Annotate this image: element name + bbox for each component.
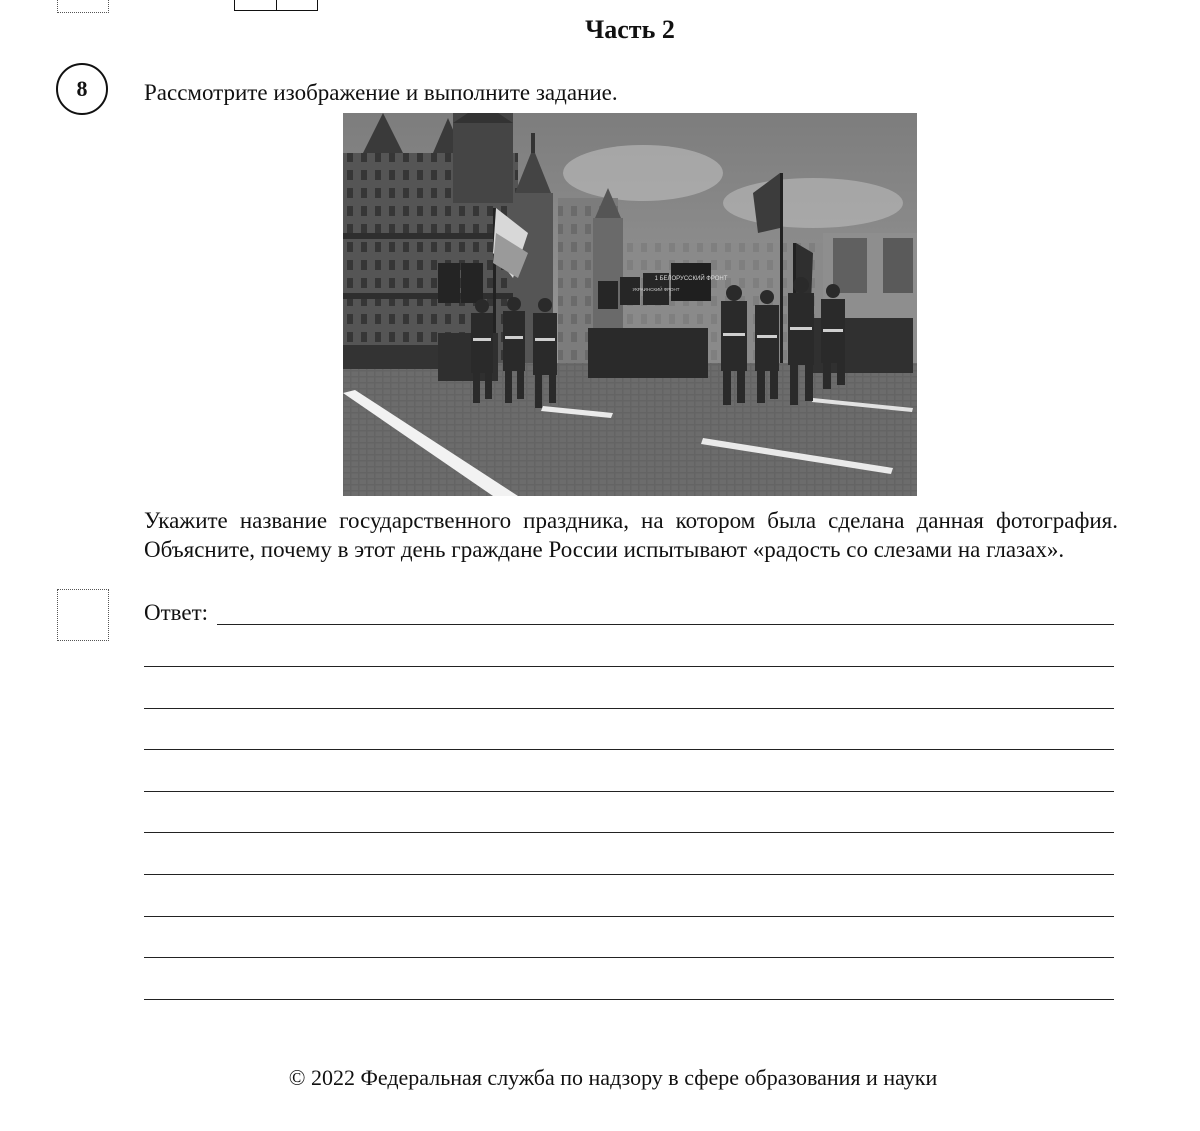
- answer-line[interactable]: [144, 791, 1114, 792]
- copyright-footer: © 2022 Федеральная служба по надзору в сфере образования и науки: [288, 1065, 938, 1090]
- answer-label: Ответ:: [144, 600, 209, 625]
- task-number: 8: [76, 76, 88, 101]
- placard-label: 1 БЕЛОРУССКИЙ ФРОНТ: [654, 276, 728, 282]
- answer-line[interactable]: [144, 749, 1114, 750]
- score-box-previous: [57, 0, 109, 13]
- score-box: [57, 589, 109, 641]
- answer-line[interactable]: [144, 832, 1114, 833]
- answer-cells-previous: [234, 0, 318, 11]
- answer-line[interactable]: [217, 624, 1114, 625]
- answer-line[interactable]: [144, 957, 1114, 958]
- parade-photo-illustration: [343, 113, 917, 496]
- answer-cell: [235, 0, 276, 10]
- answer-cell: [276, 0, 318, 10]
- task-number-badge: [56, 63, 108, 115]
- placard-label: УКРАИНСКИЙ ФРОНТ: [632, 287, 680, 292]
- answer-line[interactable]: [144, 999, 1114, 1000]
- part-heading: Часть 2: [585, 15, 675, 44]
- answer-line[interactable]: [144, 708, 1114, 709]
- answer-line[interactable]: [144, 666, 1114, 667]
- parade-photo: [343, 113, 917, 496]
- answer-line[interactable]: [144, 916, 1114, 917]
- task-instruction: Рассмотрите изображение и выполните задание.: [144, 80, 618, 105]
- task-question: Укажите название государственного праздника, на котором была сделана данная фотография. Объясните, почему в этот день граждане России испытывают «радость со слезами на глазах».: [144, 508, 1118, 562]
- answer-line[interactable]: [144, 874, 1114, 875]
